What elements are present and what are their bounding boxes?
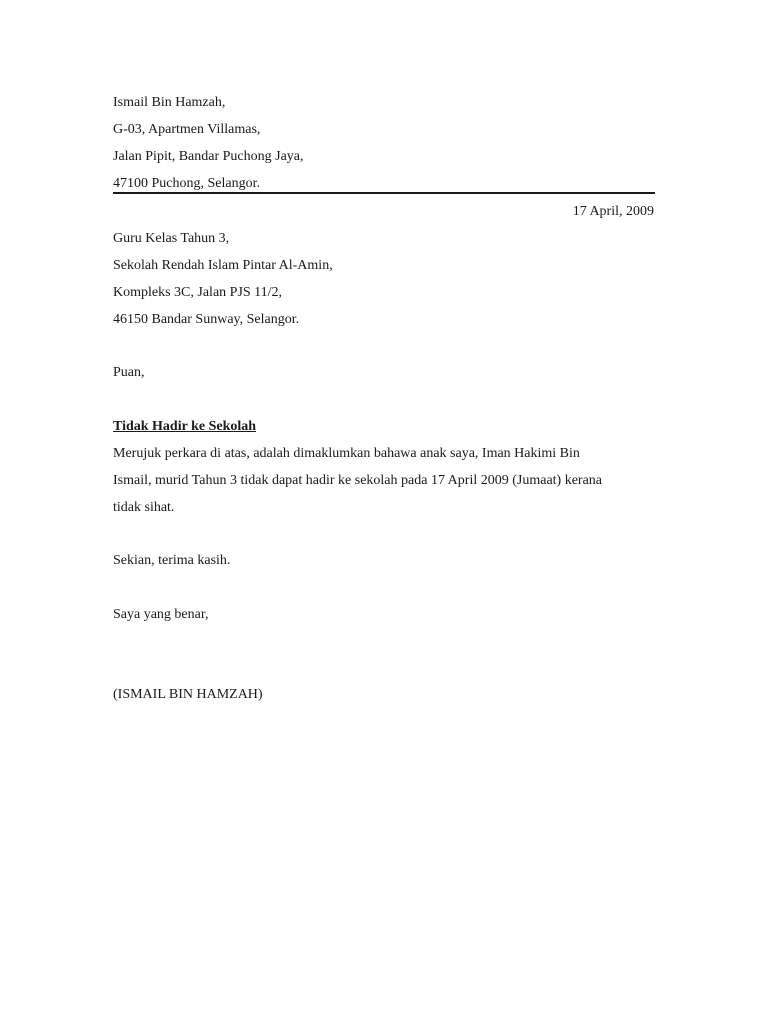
sign-off: Saya yang benar, xyxy=(113,607,209,622)
recipient-address-line1: Kompleks 3C, Jalan PJS 11/2, xyxy=(113,285,283,300)
sender-address-line3: 47100 Puchong, Selangor. xyxy=(113,176,260,191)
letter-date: 17 April, 2009 xyxy=(572,204,654,219)
subject-line: Tidak Hadir ke Sekolah xyxy=(113,419,257,434)
salutation: Puan, xyxy=(113,365,145,380)
body-line-2: Ismail, murid Tahun 3 tidak dapat hadir ke sekolah pada 17 April 2009 (Jumaat) kerana xyxy=(113,473,603,488)
recipient-school: Sekolah Rendah Islam Pintar Al-Amin, xyxy=(113,258,333,273)
recipient-address-line2: 46150 Bandar Sunway, Selangor. xyxy=(113,312,300,327)
signature-name: (ISMAIL BIN HAMZAH) xyxy=(113,687,263,702)
sender-name: Ismail Bin Hamzah, xyxy=(113,95,226,110)
body-line-3: tidak sihat. xyxy=(113,500,175,515)
closing-line: Sekian, terima kasih. xyxy=(113,553,231,568)
recipient-title: Guru Kelas Tahun 3, xyxy=(113,231,230,246)
sender-address-line1: G-03, Apartmen Villamas, xyxy=(113,122,261,137)
header-divider xyxy=(113,192,655,194)
body-line-1: Merujuk perkara di atas, adalah dimaklumkan bahawa anak saya, Iman Hakimi Bin xyxy=(113,446,580,461)
sender-address-line2: Jalan Pipit, Bandar Puchong Jaya, xyxy=(113,149,304,164)
